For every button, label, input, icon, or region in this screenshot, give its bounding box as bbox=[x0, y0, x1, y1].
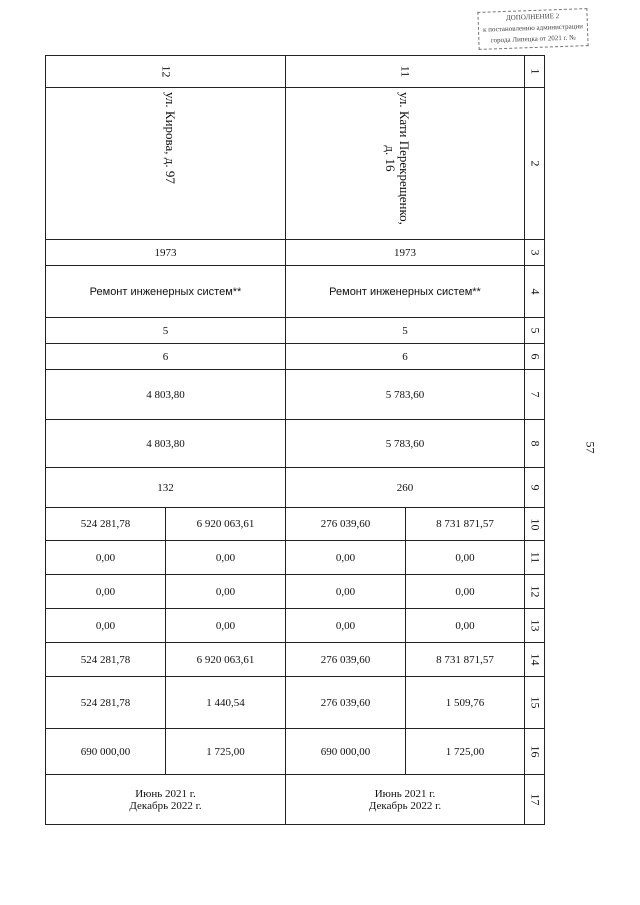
specific-cost-cell: 276 039,60 bbox=[286, 677, 406, 729]
row-number: 16 bbox=[525, 729, 545, 775]
entrances-cell: 6 bbox=[46, 344, 286, 370]
area-living-cell: 5 783,60 bbox=[286, 420, 525, 468]
table-row bbox=[46, 468, 545, 508]
local-cell: 0,00 bbox=[166, 609, 286, 643]
limit-cost-cell: 1 725,00 bbox=[166, 729, 286, 775]
table-row bbox=[46, 575, 545, 609]
stamp-line: города Липецка от 2021 г. № bbox=[490, 33, 576, 45]
house-number-cell: 11 bbox=[286, 56, 525, 88]
table-row bbox=[46, 729, 545, 775]
table-row bbox=[46, 240, 545, 266]
cost-cell: 276 039,60 bbox=[286, 508, 406, 541]
area-total-cell: 5 783,60 bbox=[286, 370, 525, 420]
row-number: 17 bbox=[525, 775, 545, 825]
page-number: 57 bbox=[583, 441, 598, 454]
limit-cost-cell: 690 000,00 bbox=[46, 729, 166, 775]
cost-cell: 8 731 871,57 bbox=[406, 508, 525, 541]
table-row bbox=[46, 677, 545, 729]
row-number: 13 bbox=[525, 609, 545, 643]
budget-cell: 0,00 bbox=[286, 575, 406, 609]
row-number: 14 bbox=[525, 643, 545, 677]
fund-cell: 0,00 bbox=[286, 541, 406, 575]
table-row bbox=[46, 88, 545, 240]
row-number: 5 bbox=[525, 318, 545, 344]
table-row bbox=[46, 541, 545, 575]
repair-type-cell: Ремонт инженерных систем** bbox=[46, 266, 286, 318]
residents-cell: 132 bbox=[46, 468, 286, 508]
fund-cell: 0,00 bbox=[46, 541, 166, 575]
owners-cell: 276 039,60 bbox=[286, 643, 406, 677]
owners-cell: 8 731 871,57 bbox=[406, 643, 525, 677]
stamp-line: к постановлению администрации bbox=[482, 22, 584, 34]
limit-cost-cell: 1 725,00 bbox=[406, 729, 525, 775]
year-cell: 1973 bbox=[46, 240, 286, 266]
address-cell bbox=[46, 88, 286, 240]
row-number: 12 bbox=[525, 575, 545, 609]
local-cell: 0,00 bbox=[406, 609, 525, 643]
table-row bbox=[46, 420, 545, 468]
limit-cost-cell: 690 000,00 bbox=[286, 729, 406, 775]
budget-cell: 0,00 bbox=[406, 575, 525, 609]
row-number: 8 bbox=[525, 420, 545, 468]
area-total-cell: 4 803,80 bbox=[46, 370, 286, 420]
specific-cost-cell: 1 440,54 bbox=[166, 677, 286, 729]
row-number: 10 bbox=[525, 508, 545, 541]
table-row bbox=[46, 643, 545, 677]
local-cell: 0,00 bbox=[46, 609, 166, 643]
row-number: 7 bbox=[525, 370, 545, 420]
cost-cell: 6 920 063,61 bbox=[166, 508, 286, 541]
floors-cell: 5 bbox=[46, 318, 286, 344]
specific-cost-cell: 524 281,78 bbox=[46, 677, 166, 729]
deadline-cell: Июнь 2021 г. Декабрь 2022 г. bbox=[46, 775, 286, 825]
row-number: 9 bbox=[525, 468, 545, 508]
year-cell: 1973 bbox=[286, 240, 525, 266]
repair-type-cell: Ремонт инженерных систем** bbox=[286, 266, 525, 318]
owners-cell: 524 281,78 bbox=[46, 643, 166, 677]
table-row bbox=[46, 775, 545, 825]
budget-cell: 0,00 bbox=[46, 575, 166, 609]
cost-cell: 524 281,78 bbox=[46, 508, 166, 541]
stamp-line: ДОПОЛНЕНИЕ 2 bbox=[505, 12, 560, 22]
entrances-cell: 6 bbox=[286, 344, 525, 370]
address-text: ул. Кати Перекрещенко, д. 16 bbox=[383, 92, 412, 225]
fund-cell: 0,00 bbox=[166, 541, 286, 575]
table-row bbox=[46, 370, 545, 420]
table-row bbox=[46, 318, 545, 344]
row-number: 4 bbox=[525, 266, 545, 318]
fund-cell: 0,00 bbox=[406, 541, 525, 575]
row-number: 1 bbox=[525, 56, 545, 88]
deadline-cell: Июнь 2021 г. Декабрь 2022 г. bbox=[286, 775, 525, 825]
address-cell bbox=[286, 88, 525, 240]
floors-cell: 5 bbox=[286, 318, 525, 344]
address-text: ул. Кирова, д. 97 bbox=[163, 92, 178, 184]
area-living-cell: 4 803,80 bbox=[46, 420, 286, 468]
table-row bbox=[46, 344, 545, 370]
specific-cost-cell: 1 509,76 bbox=[406, 677, 525, 729]
approval-stamp bbox=[477, 8, 588, 50]
row-number: 3 bbox=[525, 240, 545, 266]
budget-cell: 0,00 bbox=[166, 575, 286, 609]
row-number: 2 bbox=[525, 88, 545, 240]
residents-cell: 260 bbox=[286, 468, 525, 508]
row-number: 6 bbox=[525, 344, 545, 370]
row-number: 15 bbox=[525, 677, 545, 729]
owners-cell: 6 920 063,61 bbox=[166, 643, 286, 677]
row-number: 11 bbox=[525, 541, 545, 575]
house-number-cell: 12 bbox=[46, 56, 286, 88]
local-cell: 0,00 bbox=[286, 609, 406, 643]
table-row bbox=[46, 609, 545, 643]
table-row bbox=[46, 508, 545, 541]
table-row bbox=[46, 266, 545, 318]
table-row bbox=[46, 56, 545, 88]
repair-table bbox=[45, 55, 545, 825]
